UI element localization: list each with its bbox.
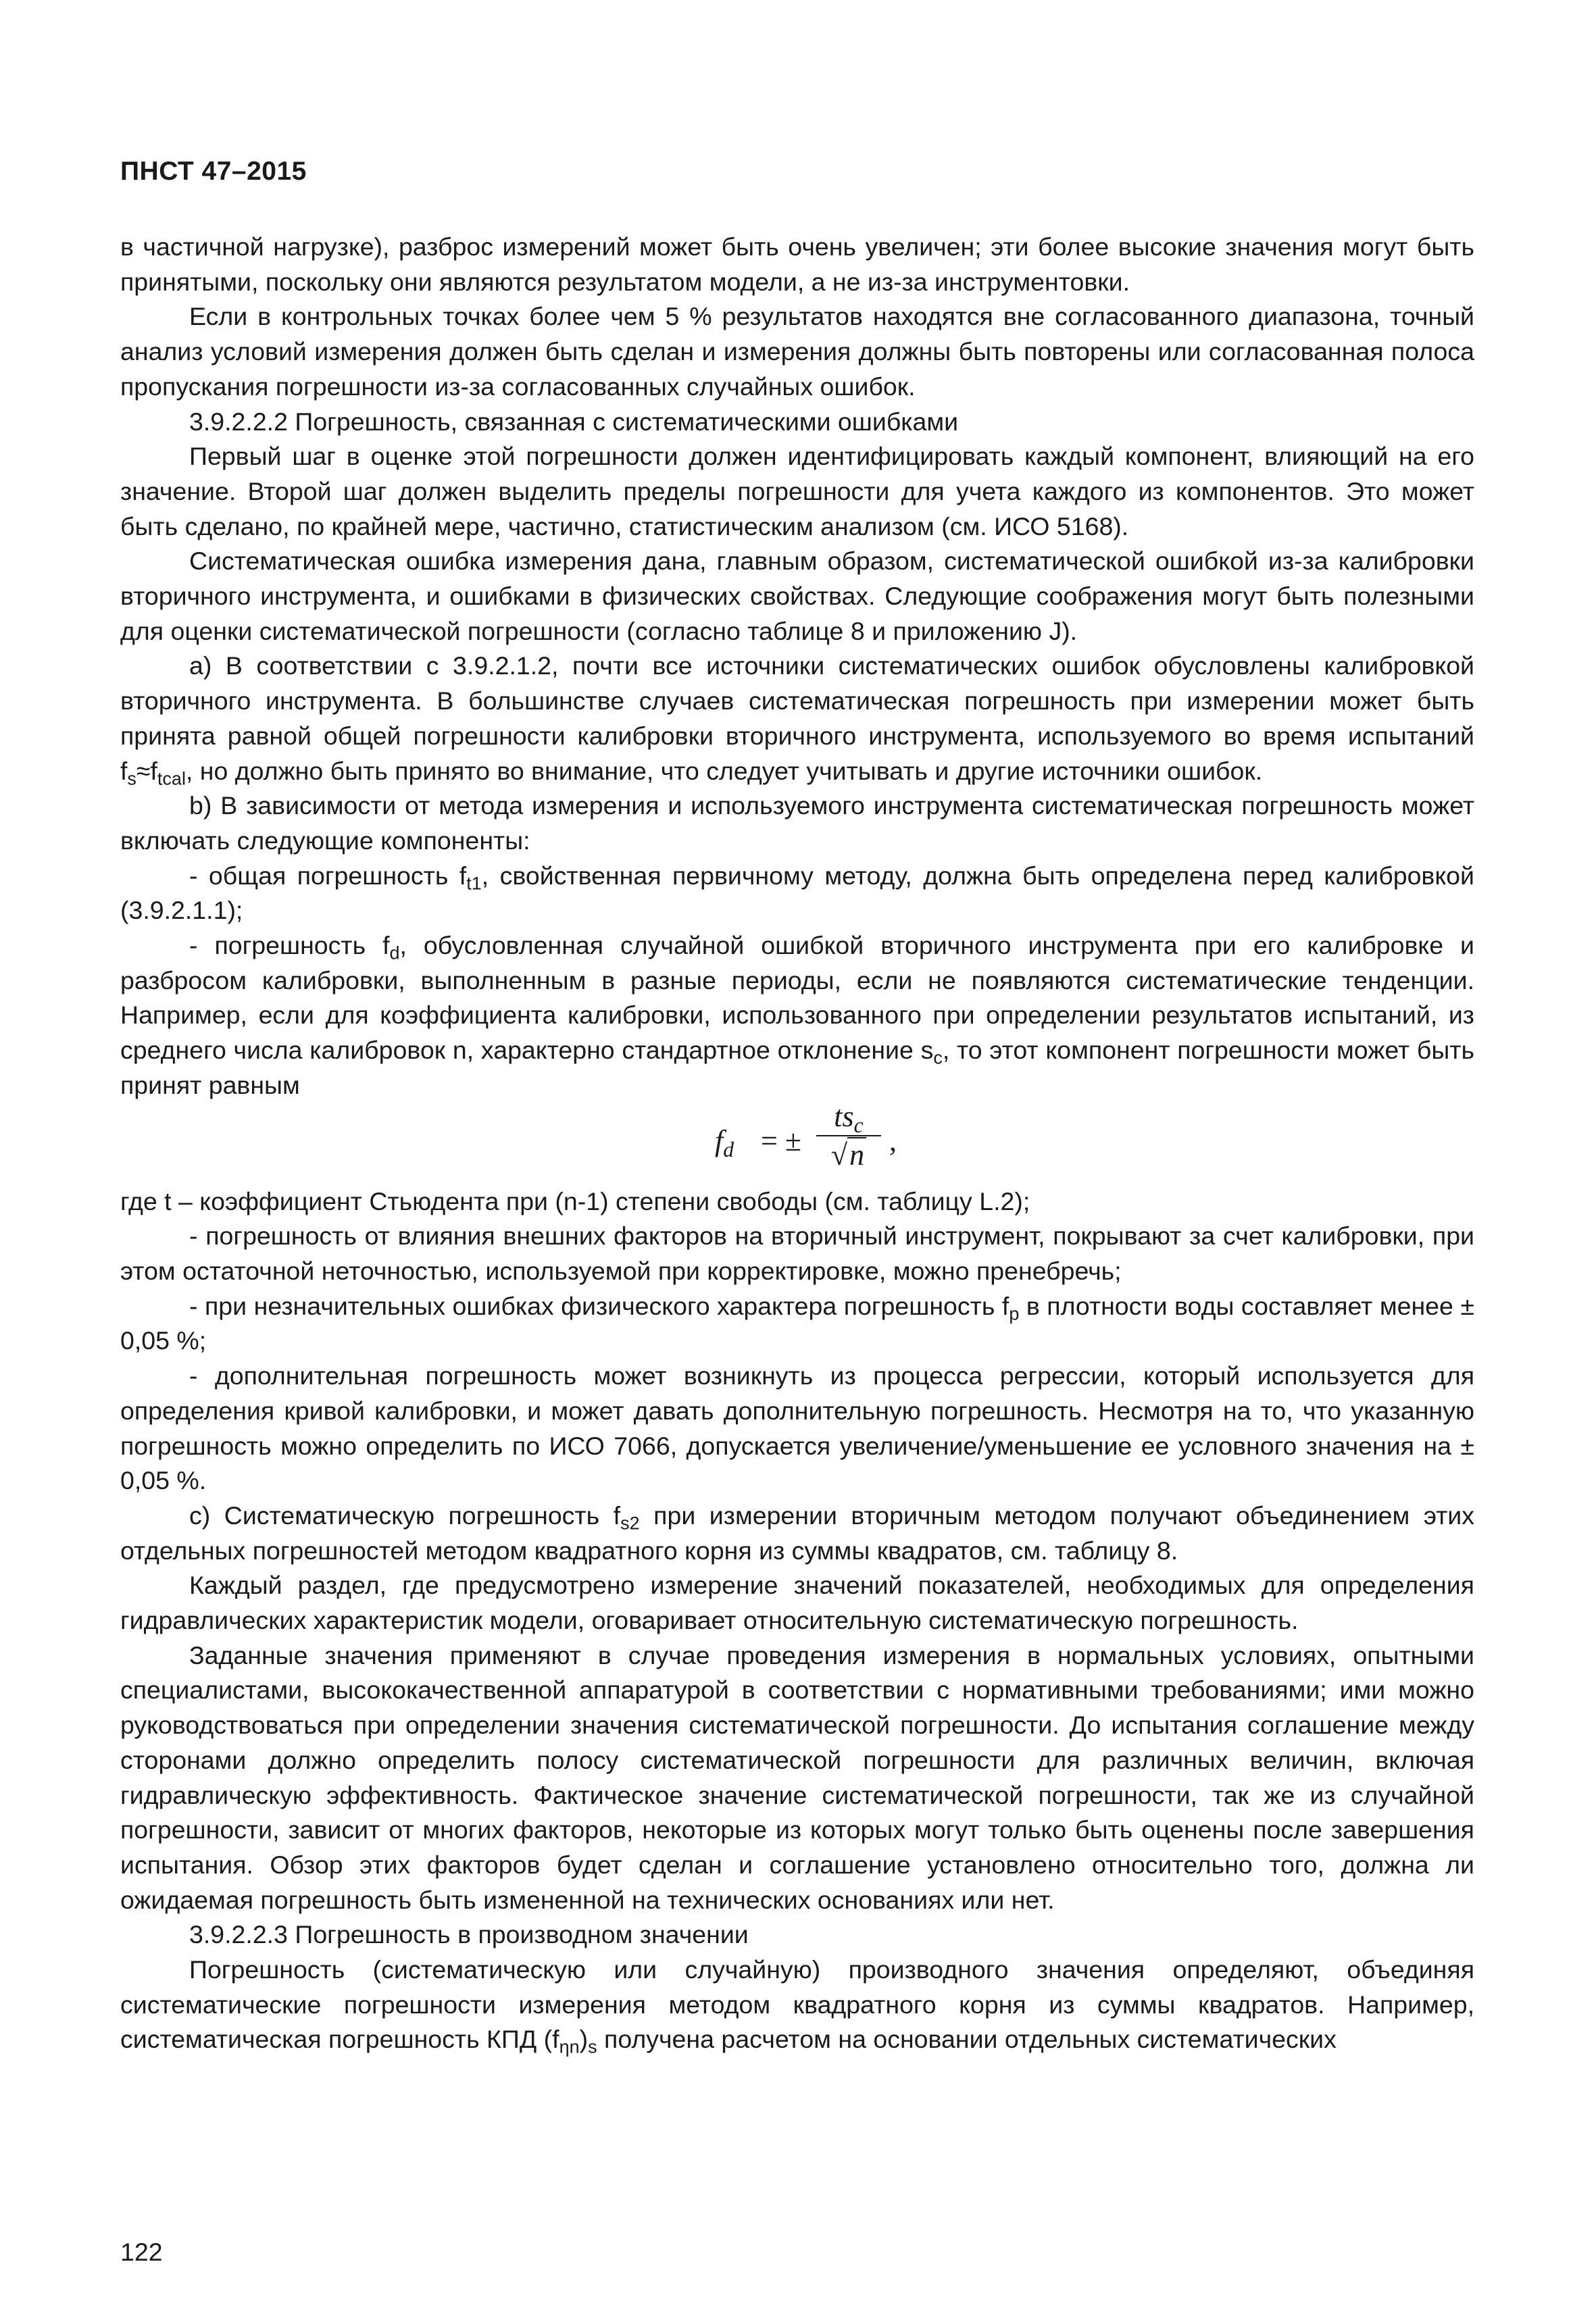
page-number: 122: [120, 2238, 163, 2266]
paragraph: в частичной нагрузке), разброс измерений может быть очень увеличен; эти более высокие значения могут быть принятыми, поскольку они являются результатом модели, а не из-за инструментовки.: [120, 232, 1474, 296]
list-item-dash: - при незначительных ошибках физического характера погрешность $f_p$ в плотности воды составляет менее ± 0,05 %;: [120, 1291, 1474, 1355]
formula-fd: [120, 1099, 1474, 1184]
document-body: [120, 230, 1474, 2057]
list-item-a: а) В соответствии с 3.9.2.1.2, почти все источники систематических ошибок обусловлены калибровкой вторичного инструмента. В большинстве случаев систематическая погрешность при измерении может быть принята равной общей погрешности калибровки вторичного инструмента, используемого во время испытаний $f_s\approx f_{tcal}$, но должно быть принято во внимание, что следует учитывать и другие источники ошибок.: [120, 651, 1474, 789]
formula-lhs: $f_d$: [715, 1124, 734, 1161]
formula-equals: = ±: [761, 1124, 801, 1157]
list-item-c: с) Систематическую погрешность $f_{s2}$ при измерении вторичным методом получают объединением этих отдельных погрешностей методом квадратного корня из суммы квадратов, см. таблицу 8.: [120, 1501, 1474, 1565]
formula-comma: ,: [889, 1124, 897, 1157]
section-heading: 3.9.2.2.2 Погрешность, связанная с систематическими ошибками: [189, 407, 959, 436]
section-heading: 3.9.2.2.3 Погрешность в производном значении: [189, 1920, 749, 1949]
paragraph: Погрешность (систематическую или случайную) производного значения определяют, объединяя систематические погрешности измерения методом квадратного корня из суммы квадратов. Например, систематическая погрешность КПД $(f_{\eta n})_s$ получена расчетом на основании отдельных систематических: [120, 1955, 1474, 2057]
paragraph: Заданные значения применяют в случае проведения измерения в нормальных условиях, опытными специалистами, высококачественной аппаратурой в соответствии с нормативными требованиями; ими можно руководствоваться при определении значения систематической погрешности. До испытания соглашение между сторонами должно определить полосу систематической погрешности для различных величин, включая гидравлическую эффективность. Фактическое значение систематической погрешности, так же из случайной погрешности, зависит от многих факторов, некоторые из которых могут только быть оценены после завершения испытания. Обзор этих факторов будет сделан и соглашение установлено относительно того, должна ли ожидаемая погрешность быть измененной на технических основаниях или нет.: [120, 1640, 1474, 1914]
paragraph: Если в контрольных точках более чем 5 % результатов находятся вне согласованного диапазона, точный анализ условий измерения должен быть сделан и измерения должны быть повторены или согласованная полоса пропускания погрешности из-за согласованных случайных ошибок.: [120, 302, 1474, 401]
formula-denominator: √n: [816, 1136, 881, 1173]
list-item-b: b) В зависимости от метода измерения и используемого инструмента систематическая погрешность может включать следующие компоненты:: [120, 791, 1474, 855]
formula-fraction: [816, 1099, 881, 1173]
paragraph: где t – коэффициент Стьюдента при (n-1) степени свободы (см. таблицу L.2);: [120, 1186, 1030, 1215]
formula-numerator: $ts_c$: [816, 1099, 881, 1137]
list-item-dash: - погрешность от влияния внешних факторов на вторичный инструмент, покрывают за счет калибровки, при этом остаточной неточностью, используемой при корректировке, можно пренебречь;: [120, 1222, 1474, 1285]
paragraph: Каждый раздел, где предусмотрено измерение значений показателей, необходимых для определения гидравлических характеристик модели, оговаривает относительную систематическую погрешность.: [120, 1571, 1474, 1635]
document-code-header: ПНСТ 47–2015: [120, 157, 307, 186]
list-item-dash: - погрешность $f_d$, обусловленная случайной ошибкой вторичного инструмента при его калибровке и разбросом калибровки, выполненным в разные периоды, если не появляются систематические тенденции. Например, если для коэффициента калибровки, использованного при определении результатов испытаний, из среднего числа калибровок n, характерно стандартное отклонение $s_c$, то этот компонент погрешности может быть принят равным: [120, 931, 1474, 1099]
paragraph: Систематическая ошибка измерения дана, главным образом, систематической ошибкой из-за калибровки вторичного инструмента, и ошибками в физических свойствах. Следующие соображения могут быть полезными для оценки систематической погрешности (согласно таблице 8 и приложению J).: [120, 547, 1474, 645]
list-item-dash: - общая погрешность $f_{t1}$, свойственная первичному методу, должна быть определена перед калибровкой (3.9.2.1.1);: [120, 861, 1474, 925]
paragraph: Первый шаг в оценке этой погрешности должен идентифицировать каждый компонент, влияющий на его значение. Второй шаг должен выделить пределы погрешности для учета каждого из компонентов. Это может быть сделано, по крайней мере, частично, статистическим анализом (см. ИСО 5168).: [120, 442, 1474, 540]
list-item-dash: - дополнительная погрешность может возникнуть из процесса регрессии, который используется для определения кривой калибровки, и может давать дополнительную погрешность. Несмотря на то, что указанную погрешность можно определить по ИСО 7066, допускается увеличение/уменьшение ее условного значения на ± 0,05 %.: [120, 1361, 1474, 1495]
